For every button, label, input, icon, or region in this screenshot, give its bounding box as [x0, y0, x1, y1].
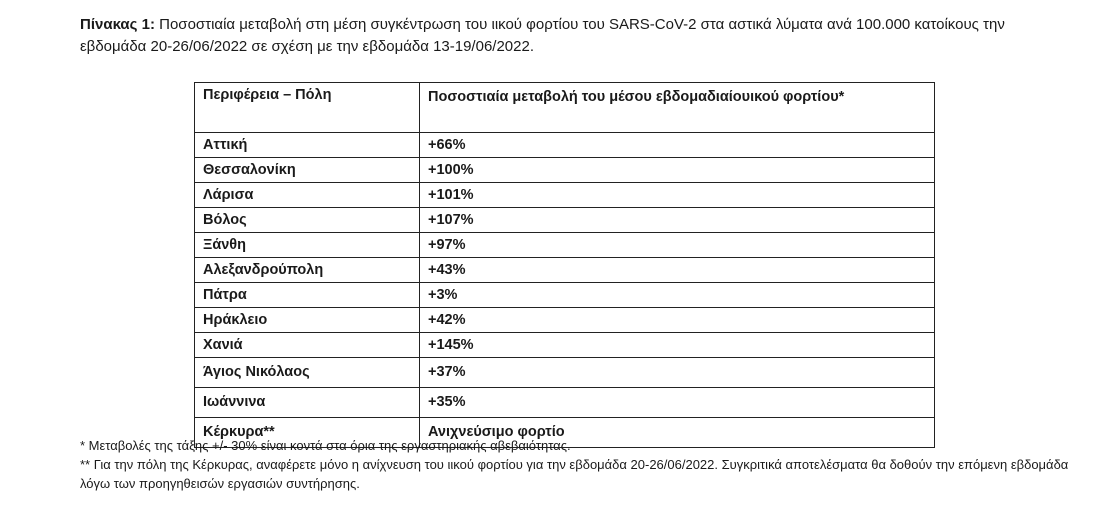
- table-row: [195, 183, 935, 208]
- table-row: [195, 358, 935, 388]
- change-cell: +3%: [420, 283, 935, 308]
- caption-label: Πίνακας 1:: [80, 16, 155, 33]
- change-cell: +101%: [420, 183, 935, 208]
- region-cell: Αλεξανδρούπολη: [195, 258, 420, 283]
- change-cell: +43%: [420, 258, 935, 283]
- table-row: [195, 388, 935, 418]
- region-cell: Άγιος Νικόλαος: [195, 358, 420, 388]
- table-header-row: [195, 83, 935, 133]
- footnotes: [80, 436, 1070, 493]
- region-cell: Χανιά: [195, 333, 420, 358]
- region-cell: Πάτρα: [195, 283, 420, 308]
- region-cell: Ξάνθη: [195, 233, 420, 258]
- header-region: Περιφέρεια – Πόλη: [195, 83, 420, 133]
- caption-text: Ποσοστιαία μεταβολή στη μέση συγκέντρωση του ιικού φορτίου του SARS-CoV-2 στα αστικά λύματα ανά 100.000 κατοίκους την εβδομάδα 20-26/06/2022 σε σχέση με την εβδομάδα 13-19/06/2022.: [80, 16, 1005, 55]
- change-cell: +97%: [420, 233, 935, 258]
- change-cell: +107%: [420, 208, 935, 233]
- region-cell: Θεσσαλονίκη: [195, 158, 420, 183]
- region-cell: Ηράκλειο: [195, 308, 420, 333]
- table-row: [195, 283, 935, 308]
- region-cell: Αττική: [195, 133, 420, 158]
- table-row: [195, 133, 935, 158]
- change-cell: +35%: [420, 388, 935, 418]
- change-cell: +66%: [420, 133, 935, 158]
- change-cell: Ανιχνεύσιμο φορτίο: [420, 418, 935, 448]
- change-cell: +42%: [420, 308, 935, 333]
- table-row: [195, 158, 935, 183]
- change-cell: +37%: [420, 358, 935, 388]
- change-cell: +145%: [420, 333, 935, 358]
- wastewater-viral-load-table: [194, 82, 935, 448]
- header-change: Ποσοστιαία μεταβολή του μέσου εβδομαδιαίουικού φορτίου*: [420, 83, 935, 133]
- region-cell: Κέρκυρα**: [195, 418, 420, 448]
- region-cell: Βόλος: [195, 208, 420, 233]
- table-row: [195, 233, 935, 258]
- footnote-uncertainty: * Μεταβολές της τάξης +/- 30% είναι κοντά στα όρια της εργαστηριακής αβεβαιότητας.: [80, 438, 571, 453]
- region-cell: Λάρισα: [195, 183, 420, 208]
- table-row: [195, 208, 935, 233]
- table-row: [195, 333, 935, 358]
- region-cell: Ιωάννινα: [195, 388, 420, 418]
- footnote-corfu: ** Για την πόλη της Κέρκυρας, αναφέρετε μόνο η ανίχνευση του ιικού φορτίου για την εβδομάδα 20-26/06/2022. Συγκριτικά αποτελέσματα θα δοθούν την επόμενη εβδομάδα λόγω των προηγηθεισών εργασιών συντήρησης.: [80, 457, 1069, 491]
- table-caption: [80, 14, 1060, 58]
- table-row: [195, 258, 935, 283]
- change-cell: +100%: [420, 158, 935, 183]
- table-row: [195, 308, 935, 333]
